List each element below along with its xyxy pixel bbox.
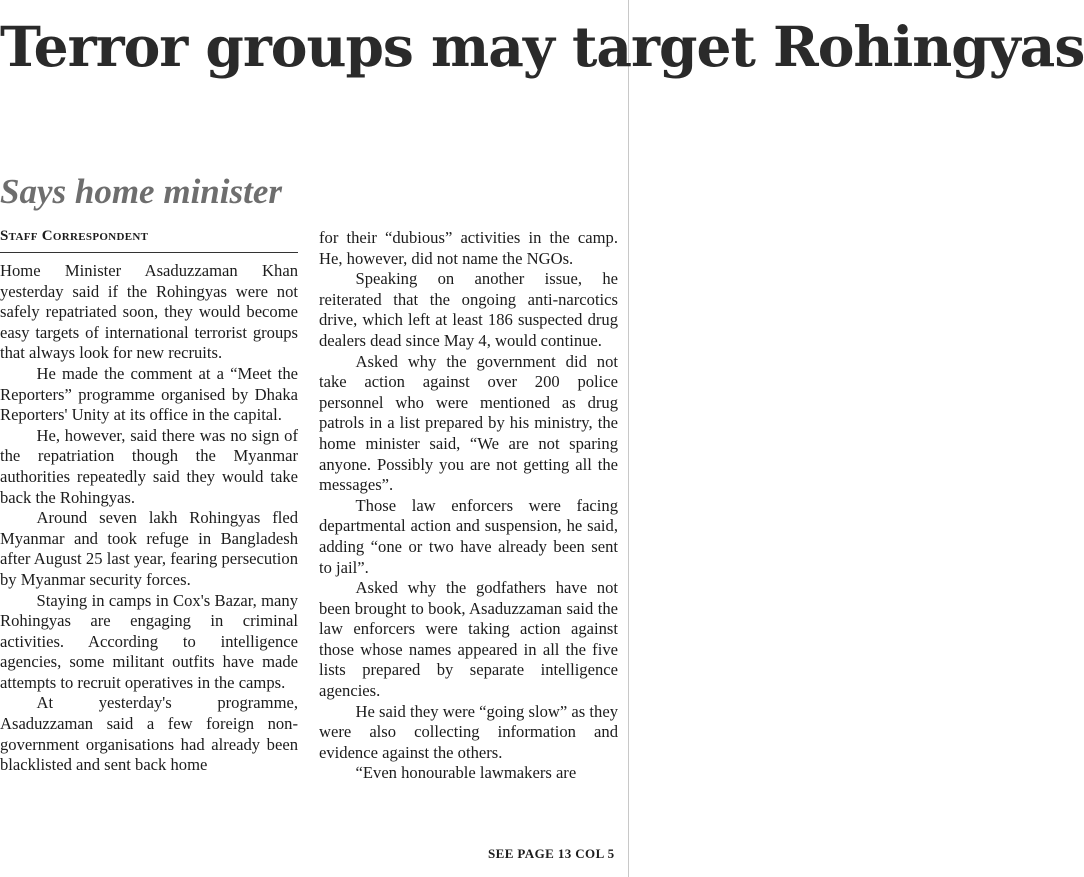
paragraph: He said they were “going slow” as they were also collecting information and evidence against the others. [319,701,618,762]
column-divider-line [628,0,629,877]
paragraph: Those law enforcers were facing departmental action and suspension, he said, adding “one or two have already been sent to jail”. [319,495,618,577]
paragraph: for their “dubious” activities in the camp. He, however, did not name the NGOs. [319,228,618,268]
paragraph: At yesterday's programme, Asaduzzaman said a few foreign non-government organisations had already been blacklisted and sent back home [0,693,298,775]
paragraph: Asked why the godfathers have not been brought to book, Asaduzzaman said the law enforcers were taking action against those whose names appeared in all the five lists prepared by separate intelligence agencies. [319,578,618,701]
article-column-2 [319,228,618,784]
paragraph: “Even honourable lawmakers are [355,763,577,783]
subheadline: Says home minister [0,172,282,211]
byline-rule [0,252,298,253]
paragraph: He made the comment at a “Meet the Reporters” programme organised by Dhaka Reporters' Unity at its office in the capital. [0,363,298,425]
paragraph: Home Minister Asaduzzaman Khan yesterday said if the Rohingyas were not safely repatriated soon, they would become easy targets of international terrorist groups that always look for new recruits. [0,261,298,363]
continuation-jump-line: SEE PAGE 13 COL 5 [488,846,615,861]
byline: Staff Correspondent [0,228,149,244]
article-column-1 [0,261,298,776]
paragraph: He, however, said there was no sign of the repatriation though the Myanmar authorities repeatedly said they would take back the Rohingyas. [0,425,298,507]
paragraph: Staying in camps in Cox's Bazar, many Rohingyas are engaging in criminal activities. According to intelligence agencies, some militant outfits have made attempts to recruit operatives in the camps. [0,590,298,692]
paragraph: Asked why the government did not take action against over 200 police personnel who were mentioned as drug patrols in a list prepared by his ministry, the home minister said, “We are not sparing anyone. Possibly you are not getting all the messages”. [319,351,618,495]
paragraph: Speaking on another issue, he reiterated that the ongoing anti-narcotics drive, which left at least 186 suspected drug dealers dead since May 4, would continue. [319,269,618,350]
headline: Terror groups may target Rohingyas [0,14,1084,79]
paragraph: Around seven lakh Rohingyas fled Myanmar and took refuge in Bangladesh after August 25 last year, fearing persecution by Myanmar security forces. [0,508,298,589]
